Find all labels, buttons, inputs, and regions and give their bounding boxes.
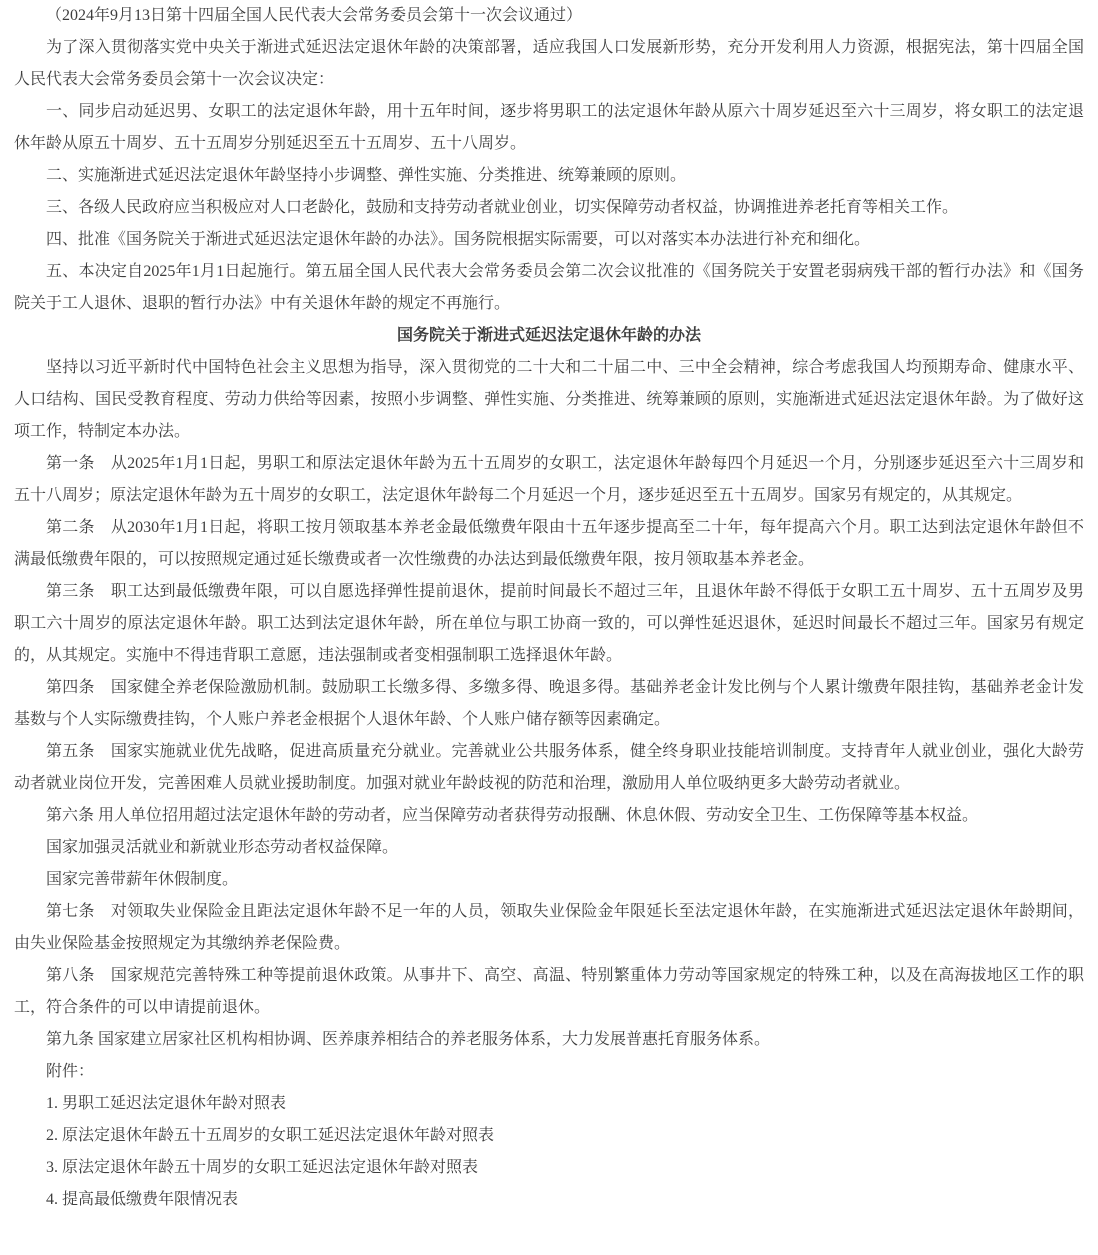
measures-article-7: 第七条 对领取失业保险金且距法定退休年龄不足一年的人员，领取失业保险金年限延长至法定退休年龄，在实施渐进式延迟法定退休年龄期间，由失业保险基金按照规定为其缴纳养老保险费。 bbox=[14, 903, 1084, 952]
attachment-item-4: 4. 提高最低缴费年限情况表 bbox=[46, 1191, 239, 1208]
measures-article-5: 第五条 国家实施就业优先战略，促进高质量充分就业。完善就业公共服务体系，健全终身职业技能培训制度。支持青年人就业创业，强化大龄劳动者就业岗位开发，完善困难人员就业援助制度。加强对就业年龄歧视的防范和治理，激励用人单位吸纳更多大龄劳动者就业。 bbox=[14, 743, 1084, 792]
decision-item-5: 五、本决定自2025年1月1日起施行。第五届全国人民代表大会常务委员会第二次会议批准的《国务院关于安置老弱病残干部的暂行办法》和《国务院关于工人退休、退职的暂行办法》中有关退休年龄的规定不再施行。 bbox=[14, 263, 1084, 312]
measures-article-3: 第三条 职工达到最低缴费年限，可以自愿选择弹性提前退休，提前时间最长不超过三年，且退休年龄不得低于女职工五十周岁、五十五周岁及男职工六十周岁的原法定退休年龄。职工达到法定退休年龄，所在单位与职工协商一致的，可以弹性延迟退休，延迟时间最长不超过三年。国家另有规定的，从其规定。实施中不得违背职工意愿，违法强制或者变相强制职工选择退休年龄。 bbox=[14, 583, 1084, 664]
measures-title: 国务院关于渐进式延迟法定退休年龄的办法 bbox=[396, 327, 701, 344]
attachment-item-2: 2. 原法定退休年龄五十五周岁的女职工延迟法定退休年龄对照表 bbox=[46, 1127, 495, 1144]
approval-line: （2024年9月13日第十四届全国人民代表大会常务委员会第十一次会议通过） bbox=[46, 7, 583, 24]
decision-item-4: 四、批准《国务院关于渐进式延迟法定退休年龄的办法》。国务院根据实际需要，可以对落实本办法进行补充和细化。 bbox=[46, 231, 871, 248]
measures-article-6: 第六条 用人单位招用超过法定退休年龄的劳动者，应当保障劳动者获得劳动报酬、休息休假、劳动安全卫生、工伤保障等基本权益。 bbox=[46, 807, 979, 824]
measures-article-9: 第九条 国家建立居家社区机构相协调、医养康养相结合的养老服务体系，大力发展普惠托育服务体系。 bbox=[46, 1031, 771, 1048]
measures-article-6-para-2: 国家加强灵活就业和新就业形态劳动者权益保障。 bbox=[46, 839, 399, 856]
measures-article-2: 第二条 从2030年1月1日起，将职工按月领取基本养老金最低缴费年限由十五年逐步提高至二十年，每年提高六个月。职工达到法定退休年龄但不满最低缴费年限的，可以按照规定通过延长缴费或者一次性缴费的办法达到最低缴费年限，按月领取基本养老金。 bbox=[14, 519, 1084, 568]
decision-item-1: 一、同步启动延迟男、女职工的法定退休年龄，用十五年时间，逐步将男职工的法定退休年龄从原六十周岁延迟至六十三周岁，将女职工的法定退休年龄从原五十周岁、五十五周岁分别延迟至五十五周岁、五十八周岁。 bbox=[14, 103, 1084, 152]
attachment-item-3: 3. 原法定退休年龄五十周岁的女职工延迟法定退休年龄对照表 bbox=[46, 1159, 479, 1176]
measures-article-8: 第八条 国家规范完善特殊工种等提前退休政策。从事井下、高空、高温、特别繁重体力劳动等国家规定的特殊工种，以及在高海拔地区工作的职工，符合条件的可以申请提前退休。 bbox=[14, 967, 1084, 1016]
measures-article-6-para-3: 国家完善带薪年休假制度。 bbox=[46, 871, 239, 888]
attachment-item-1: 1. 男职工延迟法定退休年龄对照表 bbox=[46, 1095, 287, 1112]
decision-intro: 为了深入贯彻落实党中央关于渐进式延迟法定退休年龄的决策部署，适应我国人口发展新形势，充分开发利用人力资源，根据宪法，第十四届全国人民代表大会常务委员会第十一次会议决定： bbox=[14, 39, 1084, 88]
measures-article-1: 第一条 从2025年1月1日起，男职工和原法定退休年龄为五十五周岁的女职工，法定退休年龄每四个月延迟一个月，分别逐步延迟至六十三周岁和五十八周岁；原法定退休年龄为五十周岁的女职工，法定退休年龄每二个月延迟一个月，逐步延迟至五十五周岁。国家另有规定的，从其规定。 bbox=[14, 455, 1084, 504]
measures-preamble: 坚持以习近平新时代中国特色社会主义思想为指导，深入贯彻党的二十大和二十届二中、三中全会精神，综合考虑我国人均预期寿命、健康水平、人口结构、国民受教育程度、劳动力供给等因素，按照小步调整、弹性实施、分类推进、统筹兼顾的原则，实施渐进式延迟法定退休年龄。为了做好这项工作，特制定本办法。 bbox=[14, 359, 1084, 440]
decision-item-3: 三、各级人民政府应当积极应对人口老龄化，鼓励和支持劳动者就业创业，切实保障劳动者权益，协调推进养老托育等相关工作。 bbox=[46, 199, 959, 216]
decision-item-2: 二、实施渐进式延迟法定退休年龄坚持小步调整、弹性实施、分类推进、统筹兼顾的原则。 bbox=[46, 167, 687, 184]
attachments-label: 附件： bbox=[46, 1063, 95, 1080]
measures-article-4: 第四条 国家健全养老保险激励机制。鼓励职工长缴多得、多缴多得、晚退多得。基础养老金计发比例与个人累计缴费年限挂钩，基础养老金计发基数与个人实际缴费挂钩，个人账户养老金根据个人退休年龄、个人账户储存额等因素确定。 bbox=[14, 679, 1084, 728]
